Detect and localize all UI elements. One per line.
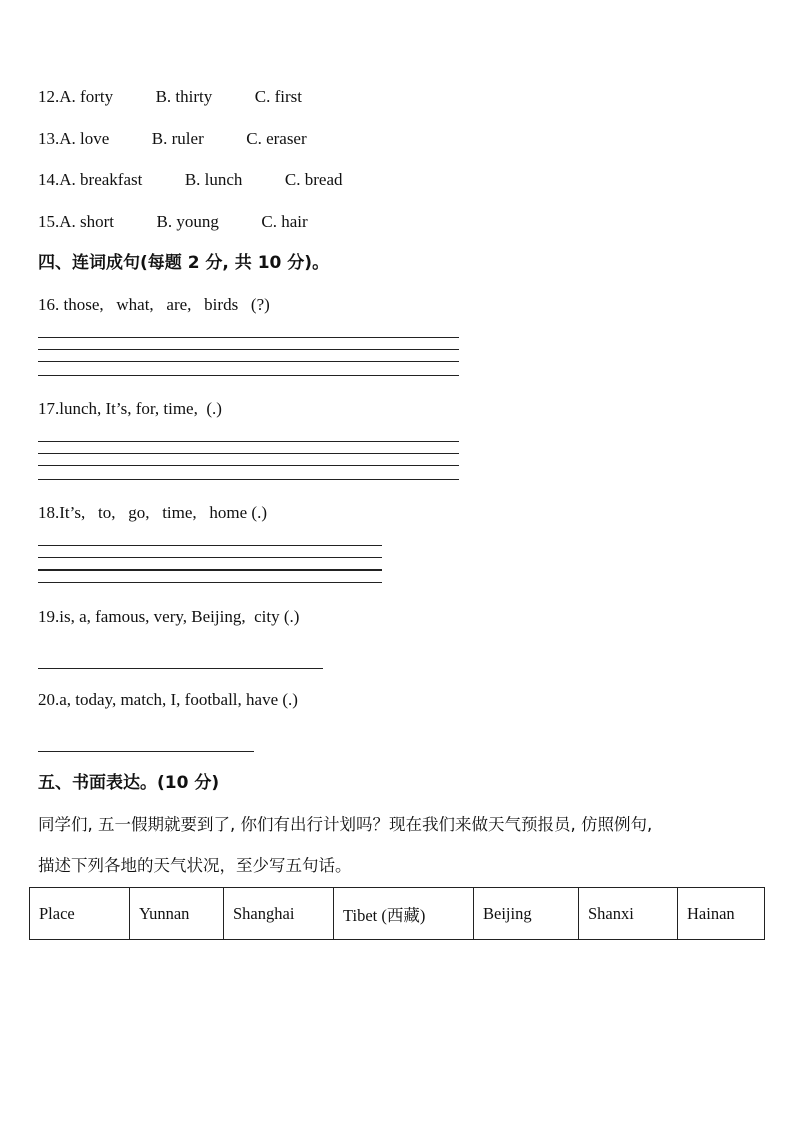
answer-line <box>38 465 459 466</box>
question-20: 20.a, today, match, I, football, have (.) <box>38 690 298 709</box>
answer-line <box>38 361 459 362</box>
answer-line <box>38 668 323 669</box>
answer-line <box>38 453 459 454</box>
answer-line <box>38 479 459 480</box>
section-5-heading: 五、书面表达。(10 分) <box>38 773 220 793</box>
answer-line <box>38 557 382 558</box>
table-cell-shanghai: Shanghai <box>224 888 334 940</box>
question-15: 15.A. short B. young C. hair <box>38 212 308 231</box>
answer-line <box>38 441 459 442</box>
question-12: 12.A. forty B. thirty C. first <box>38 87 302 106</box>
answer-line <box>38 582 382 583</box>
table-cell-yunnan: Yunnan <box>130 888 224 940</box>
table-cell-shanxi: Shanxi <box>579 888 678 940</box>
section-4-heading: 四、连词成句(每题 2 分, 共 10 分)。 <box>38 253 330 273</box>
table-cell-tibet: Tibet (西藏) <box>334 888 474 940</box>
table-cell-hainan: Hainan <box>678 888 765 940</box>
answer-line <box>38 375 459 376</box>
table-cell-place: Place <box>30 888 130 940</box>
weather-place-table <box>29 887 765 940</box>
answer-line <box>38 337 459 338</box>
answer-line <box>38 751 254 752</box>
question-18: 18.It’s, to, go, time, home (.) <box>38 503 268 522</box>
writing-prompt-line-2: 描述下列各地的天气状况，至少写五句话。 <box>38 856 352 875</box>
writing-prompt-line-1: 同学们, 五一假期就要到了, 你们有出行计划吗？现在我们来做天气预报员, 仿照例句, <box>38 815 653 834</box>
answer-line <box>38 349 459 350</box>
question-17: 17.lunch, It’s, for, time, (.) <box>38 399 222 418</box>
question-16: 16. those, what, are, birds (?) <box>38 295 270 314</box>
table-cell-beijing: Beijing <box>474 888 579 940</box>
question-14: 14.A. breakfast B. lunch C. bread <box>38 170 343 189</box>
question-19: 19.is, a, famous, very, Beijing, city (.) <box>38 607 300 626</box>
table-row <box>30 888 765 940</box>
question-13: 13.A. love B. ruler C. eraser <box>38 129 307 148</box>
answer-line <box>38 569 382 571</box>
answer-line <box>38 545 382 546</box>
